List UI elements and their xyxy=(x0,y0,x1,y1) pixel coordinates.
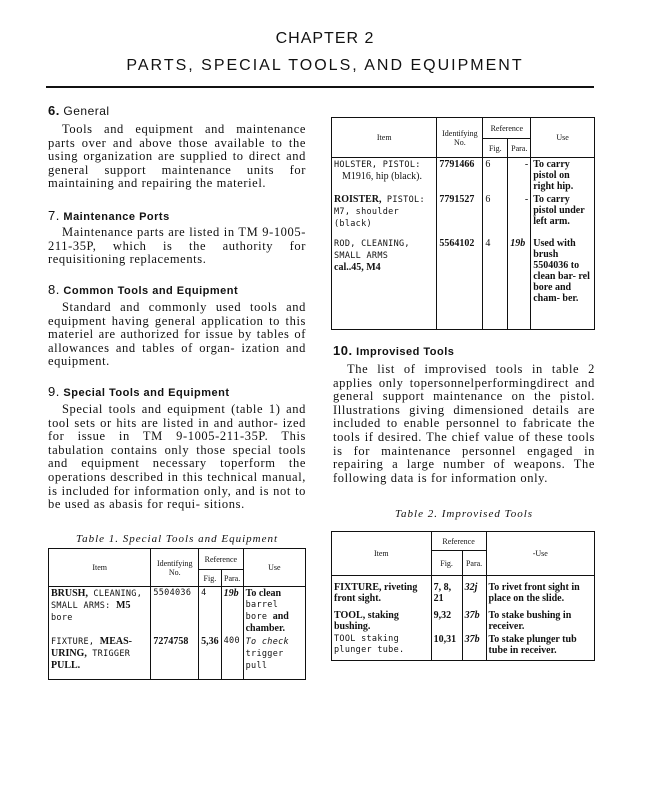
section-6-body: Tools and equipment and maintenance parts over and above those available to the using organization are supplied to direct and general support maintenance units for maintaining and repairing the materiel. xyxy=(48,122,306,191)
col-header-use: Use xyxy=(531,118,595,158)
table-row xyxy=(332,609,595,633)
cell-fig: 6 xyxy=(483,193,508,237)
cell-fig: 4 xyxy=(199,587,222,636)
cell-use: To carry pistol under left arm. xyxy=(531,193,595,237)
col-header-use: -Use xyxy=(486,532,594,576)
cell-idno: 7791466 xyxy=(437,158,483,194)
cell-item: TOOL staking plunger tube. xyxy=(332,633,432,661)
col-header-para: Para. xyxy=(221,570,243,587)
table-row xyxy=(332,158,595,194)
col-header-fig: Fig. xyxy=(199,570,222,587)
chapter-number: CHAPTER 2 xyxy=(275,30,375,47)
section-6-heading: 6. General xyxy=(48,103,110,118)
cell-para: - xyxy=(508,158,531,194)
table-row xyxy=(332,237,595,329)
col-header-idno: Identifying No. xyxy=(151,549,199,587)
cell-para: 37b xyxy=(462,633,486,661)
section-7-heading: 7. Maintenance Ports xyxy=(48,208,170,223)
cell-item: FIXTURE, riveting front sight. xyxy=(332,576,432,609)
cell-para: 400 xyxy=(221,635,243,679)
cell-idno: 5504036 xyxy=(151,587,199,636)
cell-item: ROD, CLEANING, SMALL ARMS cal..45, M4 xyxy=(332,237,437,329)
col-header-para: Para. xyxy=(462,551,486,576)
table-row xyxy=(332,193,595,237)
table-row xyxy=(49,635,306,679)
cell-use: To stake plunger tub tube in receiver. xyxy=(486,633,594,661)
cell-use: To rivet front sight in place on the slide. xyxy=(486,576,594,609)
section-9-body: Special tools and equipment (table 1) and tool sets or hits are listed in and author- ized for issue in TM 9-1005-211-35P. This tabulation contains only those special tools and equipment necessary toperform the operations described in this technical manual, is included for information only, and is not to be used as abasis for requi- sitions. xyxy=(48,402,306,512)
col-header-reference: Reference xyxy=(431,532,486,551)
table-1-continued xyxy=(331,117,595,330)
col-header-item: Item xyxy=(332,118,437,158)
col-header-idno: Identifying No. xyxy=(437,118,483,158)
table-1 xyxy=(48,548,306,680)
cell-fig: 5,36 xyxy=(199,635,222,679)
cell-idno: 5564102 xyxy=(437,237,483,329)
table-2 xyxy=(331,531,595,661)
col-header-reference: Reference xyxy=(483,118,531,139)
cell-idno: 7274758 xyxy=(151,635,199,679)
col-header-para: Para. xyxy=(508,139,531,158)
section-10-heading: 10. Improvised Tools xyxy=(333,343,455,358)
cell-fig: 9,32 xyxy=(431,609,462,633)
table-row xyxy=(49,587,306,636)
cell-para: 19b xyxy=(221,587,243,636)
cell-fig: 7, 8, 21 xyxy=(431,576,462,609)
section-8-body: Standard and commonly used tools and equipment having general application to this materiel are authorized for issue by tables of allowances and tables of organ- ization and equipment. xyxy=(48,300,306,369)
cell-fig: 10,31 xyxy=(431,633,462,661)
cell-fig: 4 xyxy=(483,237,508,329)
table-row xyxy=(332,633,595,661)
col-header-use: Use xyxy=(243,549,305,587)
cell-idno: 7791527 xyxy=(437,193,483,237)
section-9-heading: 9. Special Tools and Equipment xyxy=(48,384,230,399)
col-header-item: Item xyxy=(49,549,151,587)
cell-para: 37b xyxy=(462,609,486,633)
col-header-reference: Reference xyxy=(199,549,243,570)
cell-item: ROISTER, PISTOL: M7, shoulder (black) xyxy=(332,193,437,237)
cell-item: TOOL, staking bushing. xyxy=(332,609,432,633)
col-header-item: Item xyxy=(332,532,432,576)
cell-use: To carry pistol on right hip. xyxy=(531,158,595,194)
cell-para: 19b xyxy=(508,237,531,329)
cell-fig: 6 xyxy=(483,158,508,194)
col-header-fig: Fig. xyxy=(431,551,462,576)
cell-use: To clean barrel bore and chamber. xyxy=(243,587,305,636)
cell-item: HOLSTER, PISTOL: M1916, hip (black). xyxy=(332,158,437,194)
section-8-heading: 8. Common Tools and Equipment xyxy=(48,282,239,297)
table-row xyxy=(332,576,595,609)
table2-caption: Table 2. Improvised Tools xyxy=(394,508,534,520)
cell-use: Used with brush 5504036 to clean bar- rel bore and cham- ber. xyxy=(531,237,595,329)
cell-para: 32j xyxy=(462,576,486,609)
cell-use: To stake bushing in receiver. xyxy=(486,609,594,633)
chapter-title: PARTS, SPECIAL TOOLS, AND EQUIPMENT xyxy=(126,57,524,74)
cell-use: To check trigger pull xyxy=(243,635,305,679)
col-header-fig: Fig. xyxy=(483,139,508,158)
cell-item: FIXTURE, MEAS-URING, TRIGGER PULL. xyxy=(49,635,151,679)
table1-caption: Table 1. Special Tools and Equipment xyxy=(75,533,279,545)
cell-para: - xyxy=(508,193,531,237)
section-7-body: Maintenance parts are listed in TM 9-1005-211-35P, which is the authority for requisitioning replacements. xyxy=(48,225,306,267)
header-rule xyxy=(46,86,594,88)
cell-item: BRUSH, CLEANING, SMALL ARMS: M5 bore xyxy=(49,587,151,636)
section-10-body: The list of improvised tools in table 2 applies only topersonnelperformingdirect and general support maintenance on the pistol. Illustrations giving dimensioned details are included to enable personnel to fabricate the tools if desired. The chief value of these tools is for maintenance personnel engaged in repairing a large number of weapons. The following data is for information only. xyxy=(333,362,595,485)
